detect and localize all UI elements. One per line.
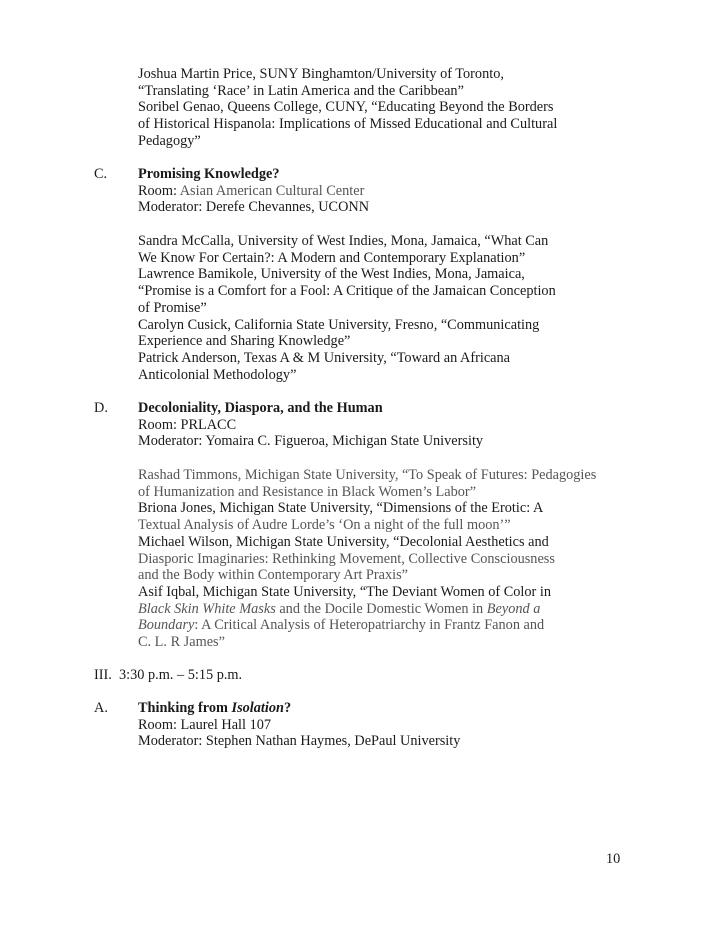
- paper-line: Carolyn Cusick, California State University, Fresno, “Communicating: [138, 316, 540, 333]
- section-d: [138, 400, 698, 450]
- paper-entry: [138, 584, 698, 651]
- room-label: Room:: [138, 182, 177, 199]
- paper-line: [138, 601, 698, 618]
- paper-line: Anticolonial Methodology”: [138, 366, 297, 383]
- section-d-title: Decoloniality, Diaspora, and the Human: [138, 400, 383, 416]
- paper-entry: [138, 317, 698, 350]
- paper-line: of Humanization and Resistance in Black Women’s Labor”: [138, 483, 477, 500]
- paper-line: “Promise is a Comfort for a Fool: A Critique of the Jamaican Conception: [138, 283, 556, 300]
- paper-text: and the Docile Domestic Women in: [275, 600, 487, 617]
- paper-entry: [138, 534, 698, 584]
- session-time: 3:30 p.m. – 5:15 p.m.: [119, 667, 243, 683]
- paper-line: Textual Analysis of Audre Lorde’s ‘On a night of the full moon’”: [138, 517, 511, 534]
- session-iii: [94, 667, 242, 684]
- section-a-letter: A.: [94, 700, 108, 716]
- title-italic: Isolation: [231, 700, 284, 716]
- section-d-room: Room: PRLACC: [138, 416, 237, 433]
- paper-entry: [138, 233, 698, 266]
- paper-entry: [138, 500, 698, 533]
- book-title: Boundary: [138, 617, 195, 634]
- room-value: Asian American Cultural Center: [179, 182, 365, 199]
- section-a-moderator: Moderator: Stephen Nathan Haymes, DePaul University: [138, 733, 461, 750]
- paper-line: Briona Jones, Michigan State University, “Dimensions of the Erotic: A: [138, 500, 544, 517]
- section-a-room: Room: Laurel Hall 107: [138, 716, 272, 733]
- section-c-papers: [138, 233, 698, 383]
- section-d-letter: D.: [94, 400, 108, 416]
- paper-line: [138, 617, 698, 634]
- paper-line: Experience and Sharing Knowledge”: [138, 333, 351, 350]
- paper-line: We Know For Certain?: A Modern and Contemporary Explanation”: [138, 249, 526, 266]
- title-suffix: ?: [283, 700, 292, 716]
- paper-line: Joshua Martin Price, SUNY Binghamton/University of Toronto,: [138, 66, 504, 82]
- paper-entry: [138, 266, 698, 316]
- paper-entry: [138, 99, 698, 149]
- book-title: Beyond a: [486, 600, 541, 617]
- top-entries: [138, 66, 698, 150]
- paper-line: “Translating ‘Race’ in Latin America and the Caribbean”: [138, 82, 464, 99]
- section-c-moderator: Moderator: Derefe Chevannes, UCONN: [138, 199, 370, 216]
- paper-entry: [138, 467, 698, 500]
- paper-line: Lawrence Bamikole, University of the West Indies, Mona, Jamaica,: [138, 266, 525, 283]
- paper-line: Michael Wilson, Michigan State University, “Decolonial Aesthetics and: [138, 533, 549, 550]
- paper-line: Patrick Anderson, Texas A & M University, “Toward an Africana: [138, 349, 511, 366]
- section-d-papers-text: [138, 467, 698, 651]
- paper-line: Soribel Genao, Queens College, CUNY, “Educating Beyond the Borders: [138, 99, 554, 116]
- paper-line: Asif Iqbal, Michigan State University, “The Deviant Women of Color in: [138, 583, 551, 600]
- section-c-title: Promising Knowledge?: [138, 166, 280, 182]
- title-prefix: Thinking from: [138, 700, 232, 716]
- paper-line: and the Body within Contemporary Art Praxis”: [138, 567, 409, 584]
- paper-line: C. L. R James”: [138, 634, 225, 651]
- section-c-room: [138, 183, 698, 200]
- book-title: Black Skin White Masks: [138, 600, 276, 617]
- section-a: [138, 700, 698, 750]
- paper-line: of Promise”: [138, 299, 207, 316]
- session-label: III.: [94, 667, 112, 683]
- section-c: [138, 166, 698, 216]
- page-number: 10: [606, 851, 621, 867]
- paper-line: Sandra McCalla, University of West Indies, Mona, Jamaica, “What Can: [138, 233, 549, 249]
- paper-line: of Historical Hispanola: Implications of Missed Educational and Cultural: [138, 116, 558, 133]
- paper-entry: [138, 350, 698, 383]
- paper-line: Rashad Timmons, Michigan State University, “To Speak of Futures: Pedagogies: [138, 467, 597, 483]
- paper-text: : A Critical Analysis of Heteropatriarchy in Frantz Fanon and: [194, 617, 545, 634]
- section-d-moderator: Moderator: Yomaira C. Figueroa, Michigan State University: [138, 433, 484, 450]
- paper-entry: [138, 66, 698, 99]
- paper-line: Diasporic Imaginaries: Rethinking Movement, Collective Consciousness: [138, 550, 555, 567]
- paper-line: Pedagogy”: [138, 132, 201, 149]
- section-a-title: [138, 700, 698, 717]
- section-c-letter: C.: [94, 166, 108, 182]
